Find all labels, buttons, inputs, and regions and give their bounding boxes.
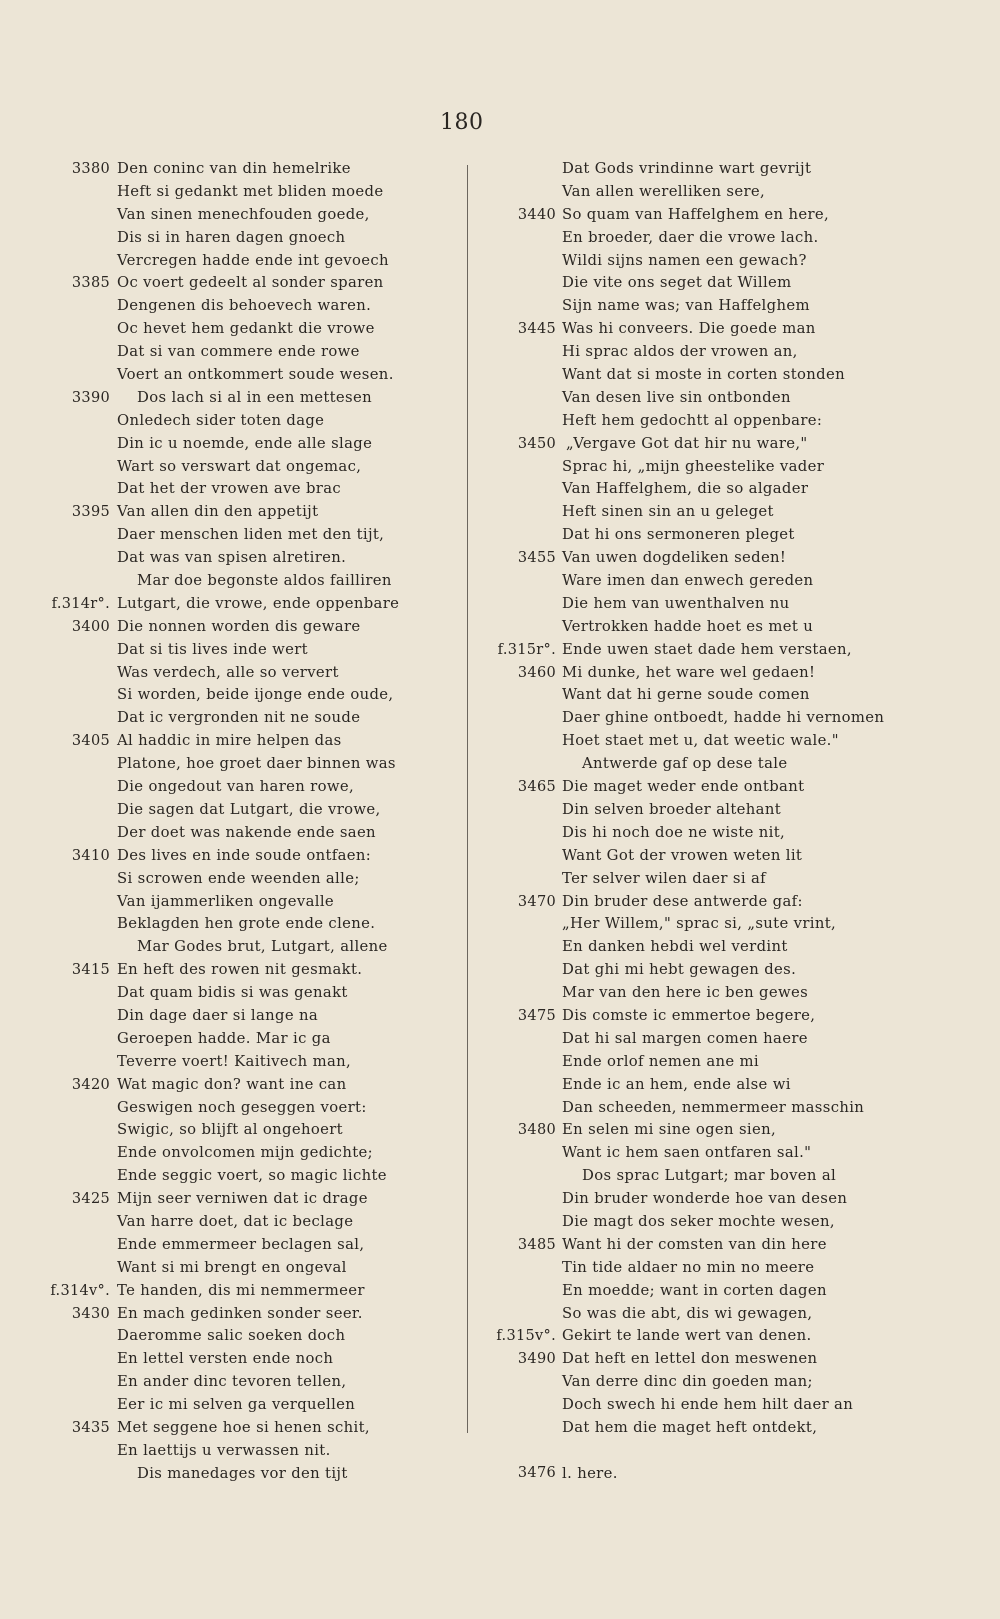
verse-text: Want si mi brengt en ongeval	[117, 1258, 347, 1276]
verse-text: Oc hevet hem gedankt die vrowe	[117, 320, 375, 338]
verse-text: Geswigen noch geseggen voert:	[117, 1098, 367, 1116]
verse-text: Lutgart, die vrowe, ende oppenbare	[117, 594, 400, 612]
verse-text: Die vite ons seget dat Willem	[562, 274, 792, 292]
verse-text: Ende onvolcomen mijn gedichte;	[117, 1144, 373, 1162]
verse-line	[40, 181, 460, 204]
footnote-text: l. here.	[562, 1465, 618, 1482]
verse-line	[40, 982, 460, 1005]
line-number: 3485	[517, 1236, 556, 1253]
verse-text: Te handen, dis mi nemmermeer	[117, 1281, 365, 1299]
verse-text: Dat het der vrowen ave brac	[117, 480, 342, 498]
verse-line	[40, 272, 460, 295]
verse-text: Mi dunke, het ware wel gedaen!	[562, 663, 816, 681]
verse-text: Van derre dinc din goeden man;	[562, 1373, 813, 1391]
verse-text: Din bruder wonderde hoe van desen	[562, 1190, 848, 1208]
verse-line	[478, 570, 978, 593]
verse-text: Din bruder dese antwerde gaf:	[562, 892, 803, 910]
verse-line	[40, 364, 460, 387]
verse-text: Die sagen dat Lutgart, die vrowe,	[117, 800, 381, 818]
verse-line	[40, 593, 460, 616]
verse-line	[40, 662, 460, 685]
verse-line	[40, 1074, 460, 1097]
verse-text: Dat hem die maget heft ontdekt,	[562, 1418, 818, 1436]
verse-line	[40, 1119, 460, 1142]
verse-line	[478, 776, 978, 799]
verse-text: Doch swech hi ende hem hilt daer an	[562, 1396, 854, 1414]
verse-text: Ende seggic voert, so magic lichte	[117, 1167, 387, 1185]
verse-line	[40, 822, 460, 845]
verse-text: En heft des rowen nit gesmakt.	[117, 961, 363, 979]
verse-text: Si scrowen ende weenden alle;	[117, 869, 360, 887]
verse-line	[478, 822, 978, 845]
verse-text: Tin tide aldaer no min no meere	[562, 1258, 815, 1276]
verse-line	[478, 272, 978, 295]
verse-line	[478, 1142, 978, 1165]
verse-line	[40, 1280, 460, 1303]
verse-line	[478, 1394, 978, 1417]
verse-text: Dengenen dis behoevech waren.	[117, 297, 372, 315]
verse-line	[40, 845, 460, 868]
verse-line	[40, 227, 460, 250]
line-number: 3405	[71, 733, 110, 750]
verse-text: Van harre doet, dat ic beclage	[117, 1212, 354, 1230]
verse-text: Want hi der comsten van din here	[562, 1235, 827, 1253]
verse-text: Mar van den here ic ben gewes	[562, 984, 809, 1002]
line-number: 3455	[517, 550, 556, 567]
verse-text: Wildi sijns namen een gewach?	[562, 251, 807, 269]
verse-text: Mar Godes brut, Lutgart, allene	[137, 938, 388, 956]
line-number: 3395	[71, 504, 110, 521]
verse-text: Onledech sider toten dage	[117, 411, 325, 429]
right-column	[478, 158, 978, 1440]
verse-text: Vertrokken hadde hoet es met u	[562, 617, 814, 635]
verse-line	[40, 204, 460, 227]
verse-line	[40, 547, 460, 570]
verse-line	[478, 204, 978, 227]
verse-text: Dat si tis lives inde wert	[117, 640, 308, 658]
verse-line	[40, 616, 460, 639]
verse-line	[478, 181, 978, 204]
verse-text: Heft hem gedochtt al oppenbare:	[562, 411, 823, 429]
verse-text: „Vergave Got dat hir nu ware,"	[566, 434, 808, 452]
verse-text: Van sinen menechfouden goede,	[117, 205, 370, 223]
verse-line	[40, 433, 460, 456]
line-number: f.315r°.	[497, 641, 556, 658]
verse-text: Dis si in haren dagen gnoech	[117, 228, 346, 246]
verse-line	[478, 524, 978, 547]
verse-line	[478, 227, 978, 250]
verse-line	[478, 1188, 978, 1211]
verse-line	[478, 1074, 978, 1097]
verse-line	[40, 730, 460, 753]
verse-line	[478, 662, 978, 685]
verse-text: Beklagden hen grote ende clene.	[117, 915, 376, 933]
verse-line	[40, 158, 460, 181]
verse-text: Daer ghine ontboedt, hadde hi vernomen	[562, 709, 885, 727]
line-number: 3380	[71, 161, 110, 177]
verse-line	[478, 799, 978, 822]
verse-text: Din dage daer si lange na	[117, 1006, 319, 1024]
verse-text: En broeder, daer die vrowe lach.	[562, 228, 819, 246]
verse-text: Van Haffelghem, die so algader	[562, 480, 809, 498]
verse-text: Dis comste ic emmertoe begere,	[562, 1006, 816, 1024]
verse-line	[40, 776, 460, 799]
verse-text: Eer ic mi selven ga verquellen	[117, 1396, 356, 1414]
line-number: 3440	[517, 206, 556, 223]
verse-text: Voert an ontkommert soude wesen.	[117, 366, 394, 384]
verse-text: Ende orlof nemen ane mi	[562, 1052, 759, 1070]
verse-text: Gekirt te lande wert van denen.	[562, 1327, 812, 1345]
verse-line	[478, 387, 978, 410]
line-number: 3410	[71, 847, 110, 864]
verse-line	[40, 1394, 460, 1417]
verse-line	[478, 1348, 978, 1371]
verse-line	[478, 753, 978, 776]
verse-text: Dis hi noch doe ne wiste nit,	[562, 823, 786, 841]
verse-line	[478, 707, 978, 730]
verse-line	[478, 547, 978, 570]
verse-text: Ende uwen staet dade hem verstaen,	[562, 640, 852, 658]
verse-text: Dis manedages vor den tijt	[137, 1464, 348, 1482]
verse-text: Ware imen dan enwech gereden	[562, 572, 814, 590]
verse-line	[478, 868, 978, 891]
verse-text: Sijn name was; van Haffelghem	[562, 297, 810, 315]
verse-text: Daeromme salic soeken doch	[117, 1327, 346, 1345]
verse-line	[478, 1097, 978, 1120]
left-column	[40, 158, 460, 1486]
verse-text: Was hi conveers. Die goede man	[562, 320, 816, 338]
verse-line	[40, 524, 460, 547]
verse-text: Die nonnen worden dis geware	[117, 617, 361, 635]
verse-text: Dat ghi mi hebt gewagen des.	[562, 961, 797, 979]
verse-text: Si worden, beide ijonge ende oude,	[117, 686, 394, 704]
verse-line	[40, 639, 460, 662]
verse-line	[478, 1257, 978, 1280]
verse-line	[40, 1325, 460, 1348]
verse-text: Van allen werelliken sere,	[562, 182, 766, 200]
verse-line	[40, 1234, 460, 1257]
line-number: 3470	[517, 893, 556, 910]
verse-text: En ander dinc tevoren tellen,	[117, 1373, 347, 1391]
verse-line	[40, 1440, 460, 1463]
verse-line	[478, 891, 978, 914]
verse-line	[478, 318, 978, 341]
line-number: f.315v°.	[496, 1328, 556, 1345]
verse-text: En lettel versten ende noch	[117, 1350, 334, 1368]
line-number: f.314v°.	[50, 1282, 110, 1299]
verse-line	[40, 456, 460, 479]
verse-line	[478, 341, 978, 364]
line-number: 3475	[517, 1007, 556, 1024]
verse-line	[478, 684, 978, 707]
verse-text: Mijn seer verniwen dat ic drage	[117, 1190, 368, 1208]
verse-text: Ende ic an hem, ende alse wi	[562, 1075, 791, 1093]
line-number: 3490	[517, 1351, 556, 1368]
verse-line	[478, 1119, 978, 1142]
verse-text: Die ongedout van haren rowe,	[117, 778, 355, 796]
verse-line	[40, 684, 460, 707]
verse-line	[478, 616, 978, 639]
verse-line	[40, 707, 460, 730]
verse-line	[40, 868, 460, 891]
verse-text: Dos lach si al in een mettesen	[137, 388, 372, 406]
verse-line	[40, 753, 460, 776]
verse-text: Dos sprac Lutgart; mar boven al	[582, 1167, 837, 1185]
verse-line	[40, 1005, 460, 1028]
verse-line	[40, 1303, 460, 1326]
verse-text: Dat hi ons sermoneren pleget	[562, 526, 795, 544]
line-number: 3460	[517, 664, 556, 681]
verse-line	[40, 913, 460, 936]
verse-text: Hi sprac aldos der vrowen an,	[562, 343, 798, 361]
verse-text: Ende emmermeer beclagen sal,	[117, 1235, 365, 1253]
verse-text: Die magt dos seker mochte wesen,	[562, 1212, 835, 1230]
line-number: 3385	[71, 275, 110, 292]
verse-text: En moedde; want in corten dagen	[562, 1281, 827, 1299]
line-number: 3465	[517, 779, 556, 796]
verse-line	[40, 1211, 460, 1234]
verse-line	[40, 410, 460, 433]
verse-line	[478, 410, 978, 433]
footnote-line-number: 3476	[517, 1465, 556, 1481]
verse-line	[478, 456, 978, 479]
verse-text: Dat Gods vrindinne wart gevrijt	[562, 160, 812, 177]
verse-text: Al haddic in mire helpen das	[117, 732, 342, 750]
verse-line	[478, 433, 978, 456]
verse-line	[40, 1165, 460, 1188]
verse-line	[478, 1371, 978, 1394]
verse-text: Antwerde gaf op dese tale	[582, 755, 788, 773]
verse-text: En danken hebdi wel verdint	[562, 938, 788, 956]
verse-text: Dat was van spisen alretiren.	[117, 549, 347, 567]
line-number: 3415	[71, 962, 110, 979]
verse-line	[478, 845, 978, 868]
verse-line	[478, 1234, 978, 1257]
verse-text: Des lives en inde soude ontfaen:	[117, 846, 372, 864]
verse-text: Din selven broeder altehant	[562, 800, 782, 818]
verse-text: Met seggene hoe si henen schit,	[117, 1418, 370, 1436]
verse-line	[40, 341, 460, 364]
line-number: 3480	[517, 1122, 556, 1139]
verse-line	[478, 364, 978, 387]
line-number: f.314r°.	[51, 595, 110, 612]
verse-line	[40, 1348, 460, 1371]
verse-text: Oc voert gedeelt al sonder sparen	[117, 274, 384, 292]
verse-text: Swigic, so blijft al ongehoert	[117, 1121, 343, 1139]
verse-line	[40, 318, 460, 341]
verse-text: Want dat hi gerne soude comen	[562, 686, 810, 704]
verse-line	[40, 1188, 460, 1211]
verse-line	[40, 1371, 460, 1394]
verse-line	[478, 1325, 978, 1348]
verse-line	[478, 1028, 978, 1051]
verse-text: Wat magic don? want ine can	[117, 1075, 347, 1093]
verse-line	[40, 1051, 460, 1074]
line-number: 3435	[71, 1419, 110, 1436]
line-number: 3450	[517, 435, 556, 452]
verse-text: Van ijammerliken ongevalle	[117, 892, 335, 910]
verse-text: Hoet staet met u, dat weetic wale."	[562, 732, 839, 750]
verse-line	[40, 1417, 460, 1440]
verse-line	[40, 387, 460, 410]
verse-text: Den coninc van din hemelrike	[117, 160, 351, 177]
verse-text: Der doet was nakende ende saen	[117, 823, 376, 841]
verse-line	[40, 799, 460, 822]
line-number: 3390	[71, 389, 110, 406]
verse-text: Die maget weder ende ontbant	[562, 778, 805, 796]
page-number: 180	[440, 110, 484, 135]
verse-text: Dat quam bidis si was genakt	[117, 984, 348, 1002]
verse-text: Dat heft en lettel don meswenen	[562, 1350, 818, 1368]
line-number: 3445	[517, 321, 556, 338]
verse-text: Dat si van commere ende rowe	[117, 343, 360, 361]
verse-line	[478, 593, 978, 616]
verse-line	[40, 570, 460, 593]
verse-line	[478, 478, 978, 501]
verse-line	[478, 1280, 978, 1303]
verse-text: So quam van Haffelghem en here,	[562, 205, 830, 223]
verse-text: Ter selver wilen daer si af	[562, 869, 766, 887]
line-number: 3430	[71, 1305, 110, 1322]
verse-text: Heft si gedankt met bliden moede	[117, 182, 384, 200]
line-number: 3425	[71, 1191, 110, 1208]
verse-line	[40, 1463, 460, 1486]
verse-text: Want Got der vrowen weten lit	[562, 846, 803, 864]
line-number: 3400	[71, 618, 110, 635]
verse-line	[478, 936, 978, 959]
verse-line	[478, 1005, 978, 1028]
verse-text: Platone, hoe groet daer binnen was	[117, 755, 396, 773]
verse-text: Heft sinen sin an u geleget	[562, 503, 774, 521]
verse-text: „Her Willem," sprac si, „sute vrint,	[562, 915, 837, 933]
verse-line	[478, 158, 978, 181]
verse-text: Was verdech, alle so ververt	[117, 663, 339, 681]
verse-text: Din ic u noemde, ende alle slage	[117, 434, 373, 452]
verse-line	[478, 1165, 978, 1188]
verse-text: Want ic hem saen ontfaren sal."	[562, 1144, 812, 1162]
verse-text: Van uwen dogdeliken seden!	[562, 549, 787, 567]
verse-text: Wart so verswart dat ongemac,	[117, 457, 362, 475]
verse-text: En laettijs u verwassen nit.	[117, 1441, 331, 1459]
verse-line	[40, 250, 460, 273]
verse-line	[478, 639, 978, 662]
verse-line	[478, 295, 978, 318]
verse-line	[40, 936, 460, 959]
verse-line	[40, 1097, 460, 1120]
verse-line	[478, 250, 978, 273]
line-number: 3420	[71, 1076, 110, 1093]
verse-line	[478, 1417, 978, 1440]
verse-line	[478, 982, 978, 1005]
verse-line	[478, 913, 978, 936]
verse-text: Mar doe begonste aldos failliren	[137, 572, 392, 590]
verse-line	[40, 478, 460, 501]
verse-text: Die hem van uwenthalven nu	[562, 594, 790, 612]
verse-line	[478, 959, 978, 982]
verse-line	[478, 1051, 978, 1074]
verse-line	[478, 1211, 978, 1234]
verse-line	[478, 1303, 978, 1326]
verse-text: Daer menschen liden met den tijt,	[117, 526, 385, 544]
verse-text: Van desen live sin ontbonden	[562, 388, 791, 406]
verse-text: Sprac hi, „mijn gheestelike vader	[562, 457, 825, 475]
verse-line	[40, 295, 460, 318]
verse-text: Geroepen hadde. Mar ic ga	[117, 1029, 331, 1047]
verse-text: Vercregen hadde ende int gevoech	[117, 251, 389, 269]
verse-text: Dat ic vergronden nit ne soude	[117, 709, 361, 727]
verse-text: Teverre voert! Kaitivech man,	[117, 1052, 352, 1070]
verse-line	[40, 1142, 460, 1165]
verse-text: Want dat si moste in corten stonden	[562, 366, 845, 384]
verse-text: Dat hi sal margen comen haere	[562, 1029, 808, 1047]
verse-line	[40, 891, 460, 914]
verse-text: Dan scheeden, nemmermeer masschin	[562, 1098, 865, 1116]
verse-text: Van allen din den appetijt	[117, 503, 319, 521]
column-divider	[467, 165, 468, 1433]
verse-text: En mach gedinken sonder seer.	[117, 1304, 363, 1322]
verse-line	[478, 501, 978, 524]
verse-line	[40, 1257, 460, 1280]
verse-text: So was die abt, dis wi gewagen,	[562, 1304, 813, 1322]
verse-line	[40, 959, 460, 982]
verse-text: En selen mi sine ogen sien,	[562, 1121, 777, 1139]
verse-line	[478, 730, 978, 753]
verse-line	[40, 1028, 460, 1051]
verse-line	[40, 501, 460, 524]
